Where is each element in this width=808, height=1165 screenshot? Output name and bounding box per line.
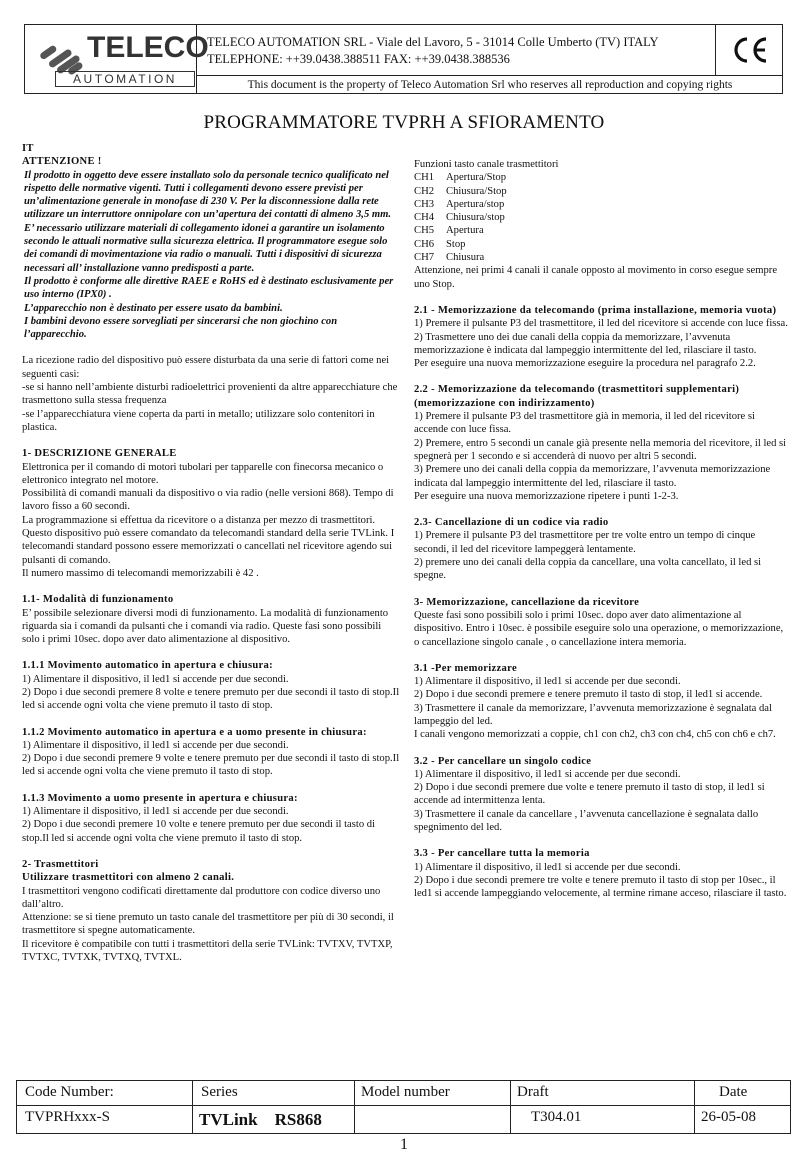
- paragraph: E’ possibile selezionare diversi modi di funzionamento. La modalità di funzionamento riguarda sia i comandi da pulsanti che i comandi via radio. Queste fasi sono possibili solo i primi 10sec. dopo aver dato alimentazione al dispositivo.: [22, 607, 389, 646]
- channel-row: [414, 185, 788, 198]
- section-heading: 1- DESCRIZIONE GENERALE: [22, 448, 177, 460]
- paragraph: 2) Dopo i due secondi premere tre volte e tenere premuto il tasto di stop per 10sec., il led1 si accende lampeggiando velocemente, al termine rimane acceso, rilasciare il tasto.: [414, 874, 787, 900]
- channel-row: [414, 251, 788, 264]
- section-subheading: Utilizzare trasmettitori con almeno 2 canali.: [22, 872, 235, 884]
- paragraph: Attenzione, nei primi 4 canali il canale opposto al movimento in corso esegue sempre uno Stop.: [414, 265, 778, 290]
- section-heading: 1.1- Modalità di funzionamento: [22, 594, 174, 606]
- right-column: [414, 158, 788, 901]
- document-title: PROGRAMMATORE TVPRH A SFIORAMENTO: [203, 112, 605, 133]
- paragraph: -se l’apparecchiatura viene coperta da parti in metallo; utilizzare solo contenitori in plastica.: [22, 408, 375, 433]
- paragraph: I trasmettitori vengono codificati direttamente dal produttore con codice diverso uno dall’altro.: [22, 885, 381, 910]
- paragraph: Per eseguire una nuova memorizzazione eseguire la procedura nel paragrafo 2.2.: [414, 358, 756, 370]
- paragraph: 3) Trasmettere il canale da cancellare , l’avvenuta cancellazione è segnalata dallo spegnimento del led.: [414, 808, 759, 834]
- channel-function: Apertura/Stop: [446, 172, 507, 184]
- paragraph: 1) Alimentare il dispositivo, il led1 si accende per due secondi.: [414, 861, 681, 873]
- company-address: TELECO AUTOMATION SRL - Viale del Lavoro, 5 - 31014 Colle Umberto (TV) ITALY: [207, 35, 659, 49]
- channel-function: Apertura/stop: [446, 198, 505, 210]
- company-phone: TELEPHONE: ++39.0438.388511 FAX: ++39.0438.388536: [207, 52, 510, 66]
- paragraph: Elettronica per il comando di motori tubolari per tapparelle con finecorsa mecanico o elettronico integrato nel motore.: [22, 461, 384, 486]
- model-number-cell: [355, 1081, 511, 1133]
- channel-function: Stop: [446, 238, 466, 250]
- channel-code: CH7: [414, 252, 435, 264]
- paragraph: 2) Premere, entro 5 secondi un canale già presente nella memoria del ricevitore, il led si spegnerà per 1 secondo e si accenderà di nuovo per altri 5 secondi.: [414, 437, 787, 462]
- channel-code: CH2: [414, 185, 435, 197]
- logo: [25, 25, 209, 93]
- channel-code: CH6: [414, 238, 435, 250]
- paragraph: -se si hanno nell’ambiente disturbi radioelettrici provenienti da altre apparecchiature che trasmettono sulla stessa frequenza: [22, 382, 398, 407]
- channel-function: Chiusura: [446, 252, 485, 264]
- paragraph: 2) Trasmettere uno dei due canali della coppia da memorizzare, l’avvenuta memorizzazione è indicata dal lampeggio intermittente del led, rilasciare il tasto.: [414, 331, 757, 356]
- paragraph: 1) Alimentare il dispositivo, il led1 si accende per due secondi.: [414, 768, 681, 780]
- paragraph: 2) Dopo i due secondi premere 10 volte e tenere premuto per due secondi il tasto di stop.Il led si accende ogni volta che viene premuto il tasto di stop.: [22, 819, 376, 844]
- ce-mark-icon: [730, 35, 770, 65]
- channel-code: CH4: [414, 212, 435, 224]
- paragraph: La ricezione radio del dispositivo può essere disturbata da una serie di fattori come nei seguenti casi:: [22, 355, 390, 380]
- section-heading: 1.1.2 Movimento automatico in apertura e a uomo presente in chiusura:: [22, 726, 367, 738]
- channel-code: CH3: [414, 198, 435, 210]
- section-heading: 2.2 - Memorizzazione da telecomando (trasmettitori supplementari) (memorizzazione con indirizzamento): [414, 384, 740, 409]
- date-value: 26-05-08: [701, 1109, 756, 1125]
- page-number: 1: [400, 1136, 408, 1153]
- attention-title: ATTENZIONE !: [22, 156, 102, 168]
- paragraph: 1) Premere il pulsante P3 del trasmettitore, il led del ricevitore si accende con luce fissa.: [414, 318, 788, 330]
- section-heading: 1.1.3 Movimento a uomo presente in apertura e chiusura:: [22, 792, 298, 804]
- channel-function: Apertura: [446, 225, 484, 237]
- paragraph: I canali vengono memorizzati a coppie, ch1 con ch2, ch3 con ch4, ch5 con ch6 e ch7.: [414, 729, 776, 741]
- date-label: Date: [719, 1084, 748, 1100]
- warning-text: Il prodotto in oggetto deve essere installato solo da personale tecnico qualificato nel rispetto delle normative vigenti. Tutti i collegamenti devono essere previsti per un’alimentazione generale in monofase di 230 V. Per la disconnessione dalla rete utilizzare un interruttore onnipolare con un’apertura dei contatti di almeno 3,5 mm. E’ necessario utilizzare materiali di collegamento idonei a garantire un isolamento secondo le attuali normative sulla sicurezza elettrica. Il programmatore esegue solo dei comandi di movimentazione via radio o manuali. Tutti i dispositivi di sicurezza necessari all’ installazione vanno predisposti a parte.: [24, 169, 392, 274]
- draft-label: Draft: [517, 1084, 549, 1100]
- section-heading: 2- Trasmettitori: [22, 858, 99, 870]
- model-number-label: Model number: [361, 1084, 450, 1100]
- paragraph: 1) Alimentare il dispositivo, il led1 si accende per due secondi.: [414, 676, 681, 688]
- section-heading: 3- Memorizzazione, cancellazione da ricevitore: [414, 596, 640, 608]
- paragraph: 3) Premere uno dei canali della coppia da memorizzare, l’avvenuta memorizzazione indicata dal lampeggio intermittente del led, rilasciare il tasto.: [414, 464, 771, 489]
- series-cell: [193, 1081, 355, 1133]
- paragraph: 3) Trasmettere il canale da memorizzare, l’avvenuta memorizzazione è segnalata dal lampeggio del led.: [414, 702, 772, 727]
- channel-code: CH1: [414, 172, 435, 184]
- paragraph: 2) Dopo i due secondi premere e tenere premuto il tasto di stop, il led1 si accende.: [414, 689, 763, 701]
- channel-row: [414, 238, 788, 251]
- channel-code: CH5: [414, 225, 435, 237]
- paragraph: 1) Alimentare il dispositivo, il led1 si accende per due secondi.: [22, 739, 289, 751]
- paragraph: Queste fasi sono possibili solo i primi 10sec. dopo aver dato alimentazione al dispositivo. Entro i 10sec. è possibile eseguire solo una operazione, o memorizzazione, o cancellazione singolo canale , o cancellazione intera memoria.: [414, 609, 784, 648]
- paragraph: Il numero massimo di telecomandi memorizzabili è 42 .: [22, 567, 259, 579]
- code-number-value: TVPRHxxx-S: [25, 1109, 111, 1125]
- logo-subtitle: AUTOMATION: [55, 71, 195, 87]
- warning-text: I bambini devono essere sorvegliati per sincerarsi che non giochino con l’apparecchio.: [24, 315, 338, 341]
- paragraph: 2) Dopo i due secondi premere 8 volte e tenere premuto per due secondi il tasto di stop.Il led si accende ogni volta che viene premuto il tasto di stop.: [22, 686, 400, 712]
- header-box: [24, 24, 783, 94]
- channel-function: Chiusura/stop: [446, 212, 505, 224]
- paragraph: 1) Alimentare il dispositivo, il led1 si accende per due secondi.: [22, 673, 289, 685]
- paragraph: La programmazione si effettua da ricevitore o a distanza per mezzo di trasmettitori.: [22, 514, 376, 526]
- warning-text: Il prodotto è conforme alle direttive RAEE e RoHS ed è destinato esclusivamente per uso interno (IPX0) .: [24, 275, 394, 301]
- paragraph: 1) Premere il pulsante P3 del trasmettitore già in memoria, il led del ricevitore si accende con luce fissa.: [414, 411, 755, 436]
- paragraph: Per eseguire una nuova memorizzazione ripetere i punti 1-2-3.: [414, 490, 679, 502]
- ce-mark: [715, 25, 783, 75]
- warning-text: L’apparecchio non è destinato per essere usato da bambini.: [24, 302, 283, 314]
- paragraph: 2) premere uno dei canali della coppia da cancellare, una volta cancellato, il led si spegne.: [414, 557, 762, 582]
- section-heading: 1.1.1 Movimento automatico in apertura e chiusura:: [22, 660, 273, 672]
- code-number-cell: [17, 1081, 193, 1133]
- date-cell: [695, 1081, 790, 1133]
- draft-cell: [511, 1081, 695, 1133]
- section-heading: 3.2 - Per cancellare un singolo codice: [414, 755, 592, 767]
- left-column: [22, 142, 400, 964]
- paragraph: 1) Premere il pulsante P3 del trasmettitore per tre volte entro un tempo di cinque secondi, il led del ricevitore lampeggerà lentamente.: [414, 530, 756, 555]
- property-notice: This document is the property of Teleco Automation Srl who reserves all reproduction and copying rights: [197, 75, 783, 93]
- series-label: Series: [201, 1084, 238, 1100]
- channel-row: [414, 171, 788, 184]
- paragraph: Il ricevitore è compatibile con tutti i trasmettitori della serie TVLink: TVTXV, TVTXP, TVTXC, TVTXK, TVTXQ, TVTXL.: [22, 938, 393, 964]
- paragraph: 2) Dopo i due secondi premere 9 volte e tenere premuto per due secondi il tasto di stop.Il led si accende ogni volta che viene premuto il tasto di stop.: [22, 753, 400, 778]
- logo-wordmark: TELECO: [87, 31, 209, 64]
- paragraph: Attenzione: se si tiene premuto un tasto canale del trasmettitore per più di 30 secondi, il trasmettitore si spegne automaticamente.: [22, 912, 394, 937]
- language-code: IT: [22, 143, 34, 154]
- footer-table: [16, 1080, 791, 1134]
- channel-row: [414, 224, 788, 237]
- draft-value: T304.01: [531, 1109, 582, 1125]
- channel-function: Chiusura/Stop: [446, 185, 507, 197]
- channels-title: Funzioni tasto canale trasmettitori: [414, 159, 559, 170]
- paragraph: 1) Alimentare il dispositivo, il led1 si accende per due secondi.: [22, 806, 289, 818]
- series-value: TVLink RS868: [199, 1110, 322, 1129]
- section-heading: 2.3- Cancellazione di un codice via radio: [414, 517, 609, 529]
- section-heading: 3.1 -Per memorizzare: [414, 662, 517, 674]
- paragraph: Questo dispositivo può essere comandato da telecomandi standard della serie TVLink. I telecomandi standard possono essere memorizzati o cancellati nel ricevitore agendo sui pulsanti di comando.: [22, 528, 395, 566]
- paragraph: Possibilità di comandi manuali da dispositivo o via radio (nelle versioni 868). Tempo di lavoro fisso a 60 secondi.: [22, 488, 394, 513]
- paragraph: 2) Dopo i due secondi premere due volte e tenere premuto il tasto di stop, il led1 si accende ad intermittenza lenta.: [414, 782, 765, 807]
- section-heading: 3.3 - Per cancellare tutta la memoria: [414, 848, 590, 860]
- section-heading: 2.1 - Memorizzazione da telecomando (prima installazione, memoria vuota): [414, 304, 777, 316]
- channel-row: [414, 198, 788, 211]
- code-number-label: Code Number:: [25, 1084, 114, 1100]
- channel-row: [414, 211, 788, 224]
